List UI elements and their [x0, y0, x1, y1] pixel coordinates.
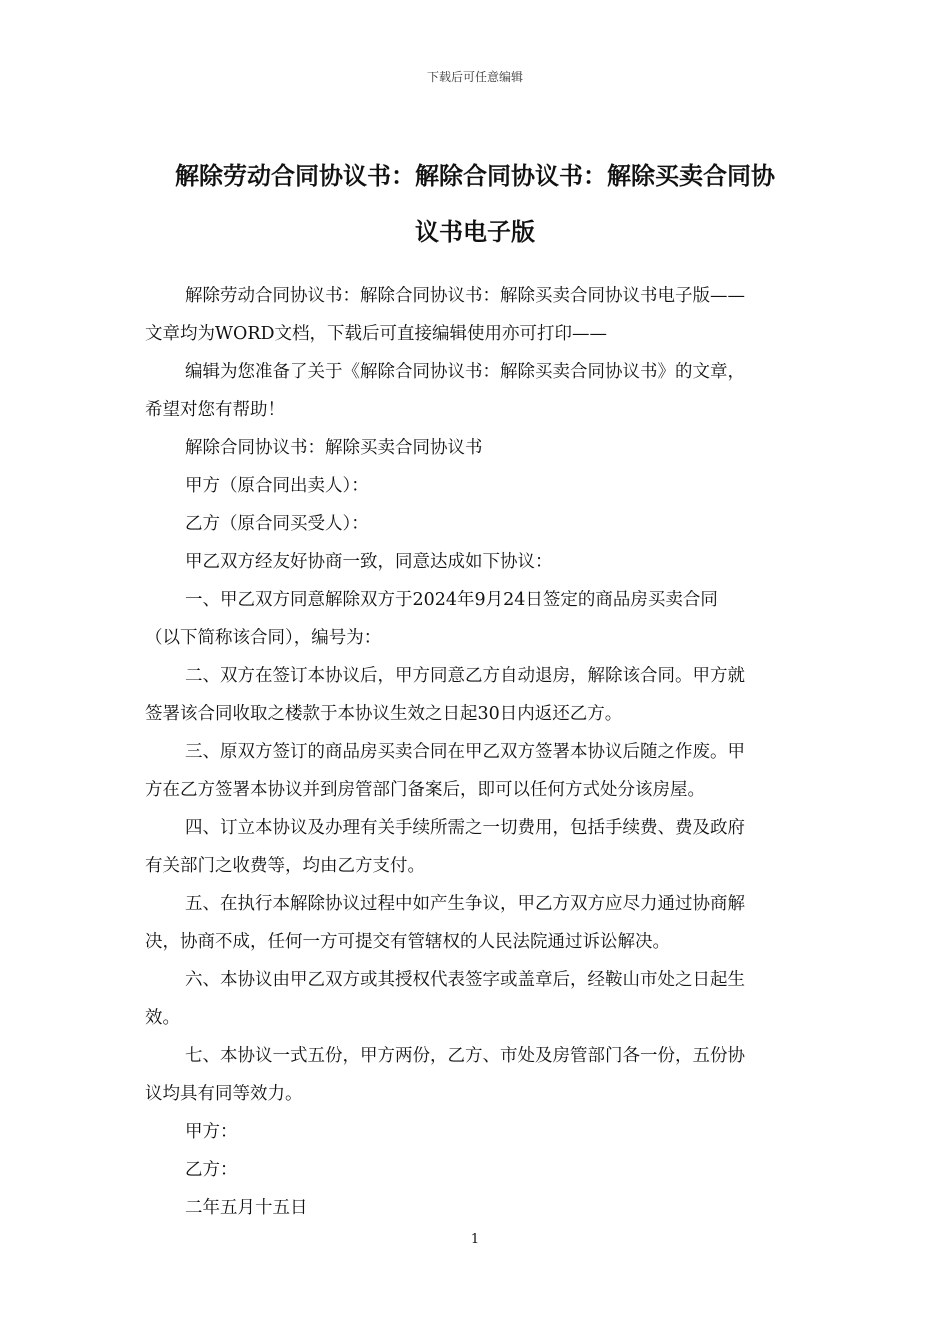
paragraph-line: 签署该合同收取之楼款于本协议生效之日起30日内返还乙方。	[145, 704, 623, 724]
title-line-2: 议书电子版	[415, 218, 535, 246]
paragraph-line: 文章均为WORD文档，下载后可直接编辑使用亦可打印——	[145, 324, 608, 344]
paragraph-line: （以下简称该合同），编号为：	[145, 628, 382, 648]
document-title	[145, 148, 805, 260]
paragraph-line: 解除劳动合同协议书：解除合同协议书：解除买卖合同协议书电子版——	[185, 286, 745, 306]
signature-party-b: 乙方：	[185, 1160, 238, 1180]
signature-date: 二年五月十五日	[185, 1198, 308, 1218]
paragraph-line: 解除合同协议书：解除买卖合同协议书	[185, 438, 483, 458]
paragraph-line: 甲方（原合同出卖人）：	[185, 476, 369, 496]
paragraph-line: 五、在执行本解除协议过程中如产生争议，甲乙方双方应尽力通过协商解	[185, 894, 745, 914]
paragraph-line: 乙方（原合同买受人）：	[185, 514, 369, 534]
paragraph-line: 希望对您有帮助！	[145, 400, 285, 420]
signature-party-a: 甲方：	[185, 1122, 238, 1142]
paragraph-line: 决，协商不成，任何一方可提交有管辖权的人民法院通过诉讼解决。	[145, 932, 670, 952]
paragraph-line: 六、本协议由甲乙双方或其授权代表签字或盖章后，经鞍山市处之日起生	[185, 970, 745, 990]
paragraph-line: 二、双方在签订本协议后，甲方同意乙方自动退房，解除该合同。甲方就	[185, 666, 745, 686]
title-line-1: 解除劳动合同协议书：解除合同协议书：解除买卖合同协	[175, 162, 775, 190]
page-number: 1	[470, 1232, 480, 1247]
paragraph-line: 议均具有同等效力。	[145, 1084, 303, 1104]
paragraph-line: 七、本协议一式五份，甲方两份，乙方、市处及房管部门各一份，五份协	[185, 1046, 745, 1066]
paragraph-line: 有关部门之收费等，均由乙方支付。	[145, 856, 425, 876]
paragraph-line: 甲乙双方经友好协商一致，同意达成如下协议：	[185, 552, 553, 572]
paragraph-line: 四、订立本协议及办理有关手续所需之一切费用，包括手续费、费及政府	[185, 818, 745, 838]
paragraph-line: 方在乙方签署本协议并到房管部门备案后，即可以任何方式处分该房屋。	[145, 780, 705, 800]
paragraph-line: 三、原双方签订的商品房买卖合同在甲乙双方签署本协议后随之作废。甲	[185, 742, 745, 762]
paragraph-line: 效。	[145, 1008, 180, 1028]
paragraph-line: 一、甲乙双方同意解除双方于2024年9月24日签定的商品房买卖合同	[185, 590, 718, 610]
page-header: 下载后可任意编辑	[426, 70, 523, 84]
paragraph-line: 编辑为您准备了关于《解除合同协议书：解除买卖合同协议书》的文章，	[185, 362, 745, 382]
